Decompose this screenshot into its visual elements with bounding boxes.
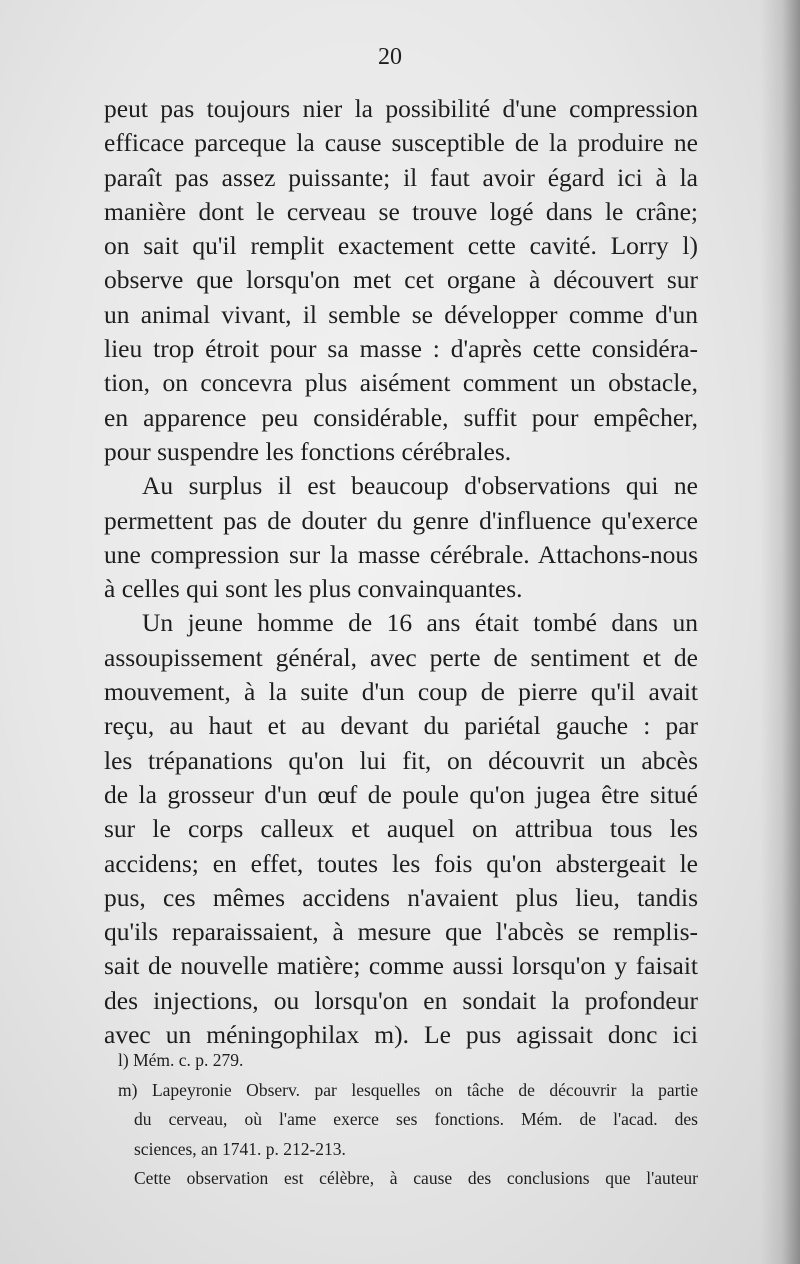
text-line: pus, ces mêmes accidens n'avaient plus lieu, tandis	[104, 882, 698, 912]
text-line: une compression sur la masse cérébrale. Attachons-nous	[104, 539, 698, 569]
text-line: efficace parceque la cause susceptible de la produire ne	[104, 128, 698, 158]
text-line: les trépanations qu'on lui fit, on découvrit un abcès	[104, 745, 698, 775]
footnote-line: du cerveau, où l'ame exerce ses fonctions. Mém. de l'acad. des	[134, 1109, 698, 1129]
text-line: lieu trop étroit pour sa masse : d'après cette considéra-	[104, 334, 698, 364]
text-line: peut pas toujours nier la possibilité d'une compression	[104, 94, 698, 123]
footnote-line: sciences, an 1741. p. 212-213.	[134, 1138, 346, 1159]
page-number: 20	[378, 44, 402, 70]
text-line: à celles qui sont les plus convainquantes.	[104, 574, 523, 604]
text-line: qu'ils reparaissaient, à mesure que l'abcès se remplis-	[104, 917, 698, 947]
text-line: en apparence peu considérable, suffit pour empêcher,	[104, 402, 698, 432]
text-line: permettent pas de douter du genre d'influence qu'exerce	[104, 505, 698, 535]
text-line: accidens; en effet, toutes les fois qu'on abstergeait le	[104, 848, 698, 878]
footnote-line: m) Lapeyronie Observ. par lesquelles on tâche de découvrir la partie	[118, 1079, 698, 1100]
text-line: Au surplus il est beaucoup d'observations qui ne	[142, 471, 698, 501]
text-line: assoupissement général, avec perte de sentiment et de	[104, 642, 698, 672]
text-line: avec un méningophilax m). Le pus agissait donc ici	[104, 1020, 698, 1050]
footnote-line: l) Mém. c. p. 279.	[118, 1050, 244, 1070]
text-line: manière dont le cerveau se trouve logé dans le crâne;	[104, 196, 698, 226]
text-line: des injections, ou lorsqu'on en sondait la profondeur	[104, 985, 698, 1015]
text-line: sait de nouvelle matière; comme aussi lorsqu'on y faisait	[104, 951, 698, 981]
text-line: tion, on concevra plus aisément comment un obstacle,	[104, 368, 698, 398]
text-line: paraît pas assez puissante; il faut avoir égard ici à la	[104, 162, 698, 192]
text-line: un animal vivant, il semble se développer comme d'un	[104, 299, 698, 329]
text-line: pour suspendre les fonctions cérébrales.	[104, 436, 512, 466]
footnotes	[118, 1046, 698, 1194]
page-edge-shadow	[760, 0, 800, 1264]
text-line: mouvement, à la suite d'un coup de pierre qu'il avait	[104, 677, 698, 707]
text-line: reçu, au haut et au devant du pariétal gauche : par	[104, 711, 698, 741]
text-line: on sait qu'il remplit exactement cette cavité. Lorry l)	[104, 231, 698, 261]
text-line: Un jeune homme de 16 ans était tombé dans un	[142, 608, 698, 638]
text-line: observe que lorsqu'on met cet organe à découvert sur	[104, 265, 698, 295]
text-line: sur le corps calleux et auquel on attribua tous les	[104, 814, 698, 844]
body-text	[104, 92, 698, 1052]
footnote-line: Cette observation est célèbre, à cause des conclusions que l'auteur	[134, 1168, 698, 1188]
text-line: de la grosseur d'un œuf de poule qu'on jugea être situé	[104, 779, 698, 809]
